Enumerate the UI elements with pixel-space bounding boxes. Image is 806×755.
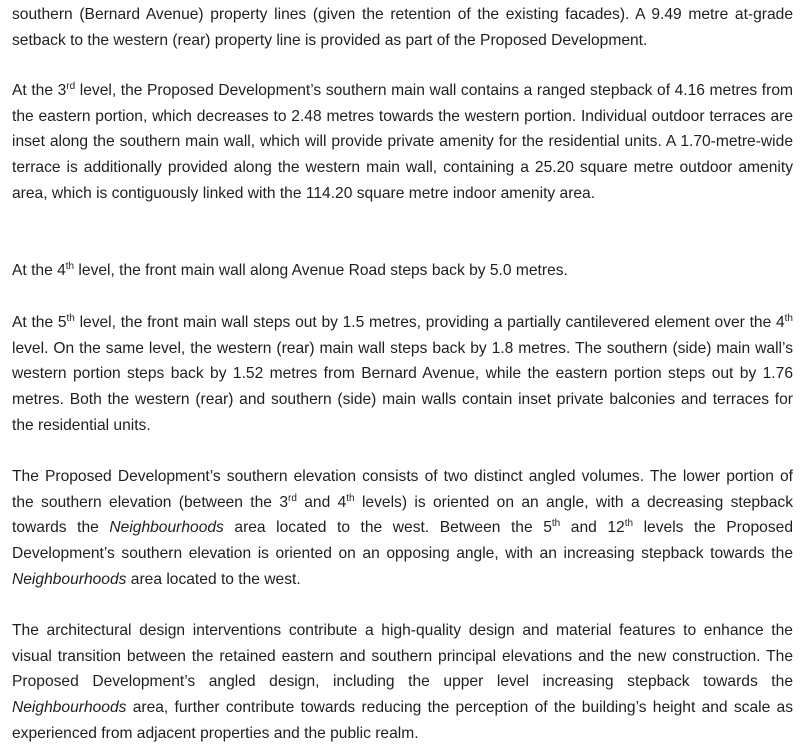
ordinal-suffix: th (784, 313, 793, 324)
ordinal-suffix: th (624, 518, 634, 530)
paragraph-text: and 4 (296, 493, 347, 511)
italic-term: Neighbourhoods (12, 570, 127, 588)
paragraph-text: At the 4 (12, 262, 66, 279)
paragraph-text: At the 5 (12, 314, 67, 331)
paragraph-text: southern (Bernard Avenue) property lines (given the retention of the existing facades). A 9.49 metre at-grade setback to the western (rear) property line is provided as part of the Proposed Development. (12, 6, 793, 49)
paragraph-text: area, further contribute towards reducing the perception of the building’s height and scale as experienced from adjacent properties and the public realm. (12, 699, 793, 742)
ordinal-suffix: th (65, 261, 75, 272)
paragraph-text: At the 3 (12, 82, 67, 99)
paragraph-text: levels the Proposed Development’s southern elevation is oriented on an opposing angle, with an increasing stepback towards the (12, 519, 793, 563)
paragraph-text: area located to the west. Between the 5 (223, 519, 552, 537)
paragraph-text: The architectural design interventions contribute a high-quality design and material features to enhance the visual transition between the retained eastern and southern principal elevations and the new construction. The Proposed Development’s angled design, including the upper level increasing stepback towards the (12, 622, 793, 691)
paragraph-3rd-level (12, 78, 793, 207)
ordinal-suffix: rd (288, 492, 297, 504)
ordinal-suffix: th (346, 492, 355, 504)
italic-term: Neighbourhoods (12, 699, 127, 717)
ordinal-suffix: th (551, 518, 561, 530)
paragraph-text: level. On the same level, the western (rear) main wall steps back by 1.8 metres. The southern (side) main wall’s western portion steps back by 1.52 metres from Bernard Avenue, while the eastern portion steps out by 1.76 metres. Both the western (rear) and southern (side) main walls contain inset private balconies and terraces for the residential units. (12, 339, 793, 434)
ordinal-suffix: th (66, 313, 75, 324)
paragraph-text: The Proposed Development’s southern elevation consists of two distinct angled volumes. The lower portion of the southern elevation (between the 3 (12, 468, 793, 511)
ordinal-suffix: rd (66, 81, 76, 92)
paragraph-southern-elevation (12, 464, 793, 593)
paragraph-text: level, the Proposed Development’s southern main wall contains a ranged stepback of 4.16 metres from the eastern portion, which decreases to 2.48 metres towards the western portion. Individual outdoor terraces are inset along the southern main wall, which will provide private amenity for the residential units. A 1.70-metre-wide terrace is additionally provided along the western main wall, containing a 25.20 square metre outdoor amenity area, which is contiguously linked with the 114.20 square metre indoor amenity area. (12, 82, 793, 202)
paragraph-design-interventions (12, 618, 793, 747)
paragraph-setback-summary (12, 2, 793, 53)
paragraph-text: level, the front main wall along Avenue Road steps back by 5.0 metres. (74, 262, 568, 279)
paragraph-text: levels) is oriented on an angle, with a decreasing stepback towards the (12, 493, 793, 537)
paragraph-text: level, the front main wall steps out by 1.5 metres, providing a partially cantilevered element over the 4 (74, 314, 785, 331)
paragraph-text: and 12 (560, 519, 625, 537)
paragraph-text: area located to the west. (126, 570, 301, 588)
paragraph-4th-level (12, 258, 793, 284)
paragraph-5th-level (12, 310, 793, 439)
italic-term: Neighbourhoods (109, 519, 224, 537)
